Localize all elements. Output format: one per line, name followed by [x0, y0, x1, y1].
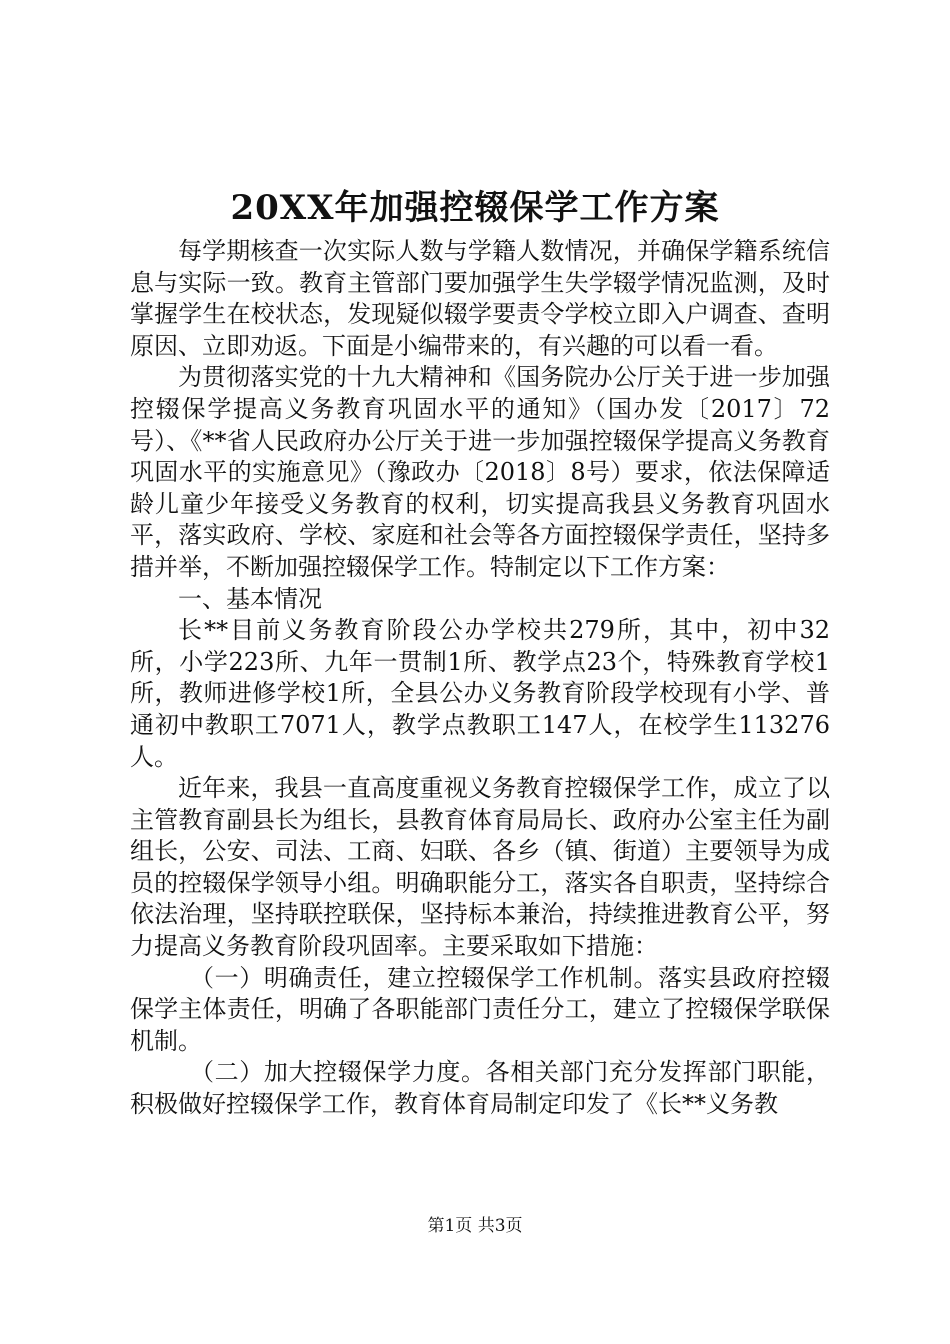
- paragraph-purpose: 为贯彻落实党的十九大精神和《国务院办公厅关于进一步加强控辍保学提高义务教育巩固水平的通知》（国办发〔2017〕72号）、《**省人民政府办公厅关于进一步加强控辍保学提高义务教育巩固水平的实施意见》（豫政办〔2018〕8号）要求，依法保障适龄儿童少年接受义务教育的权利，切实提高我县义务教育巩固水平，落实政府、学校、家庭和社会等各方面控辍保学责任，坚持多措并举，不断加强控辍保学工作。特制定以下工作方案：: [130, 363, 830, 581]
- paragraph-recent-work: 近年来，我县一直高度重视义务教育控辍保学工作，成立了以主管教育副县长为组长，县教育体育局局长、政府办公室主任为副组长，公安、司法、工商、妇联、各乡（镇、街道）主要领导为成员的控辍保学领导小组。明确职能分工，落实各自职责，坚持综合依法治理，坚持联控联保，坚持标本兼治，持续推进教育公平，努力提高义务教育阶段巩固率。主要采取如下措施：: [130, 774, 830, 961]
- document-title: 20XX年加强控辍保学工作方案: [230, 188, 720, 228]
- paragraph-school-statistics: 长**目前义务教育阶段公办学校共279所，其中，初中32所，小学223所、九年一贯制1所、教学点23个，特殊教育学校1所，教师进修学校1所，全县公办义务教育阶段学校现有小学、普通初中教职工7071人，教学点教职工147人，在校学生113276人。: [130, 616, 830, 771]
- section-heading-basic-situation: 一、基本情况: [178, 584, 322, 613]
- paragraph-measure-1: （一）明确责任，建立控辍保学工作机制。落实县政府控辍保学主体责任，明确了各职能部门责任分工，建立了控辍保学联保机制。: [130, 963, 830, 1055]
- paragraph-intro: 每学期核查一次实际人数与学籍人数情况，并确保学籍系统信息与实际一致。教育主管部门要加强学生失学辍学情况监测，及时掌握学生在校状态，发现疑似辍学要责令学校立即入户调查、查明原因、立即劝返。下面是小编带来的，有兴趣的可以看一看。: [130, 237, 830, 360]
- document-body: [130, 236, 830, 1121]
- paragraph-measure-2: （二）加大控辍保学力度。各相关部门充分发挥部门职能，积极做好控辍保学工作，教育体育局制定印发了《长**义务教: [130, 1058, 830, 1119]
- page-footer: 第1页 共3页: [427, 1216, 523, 1236]
